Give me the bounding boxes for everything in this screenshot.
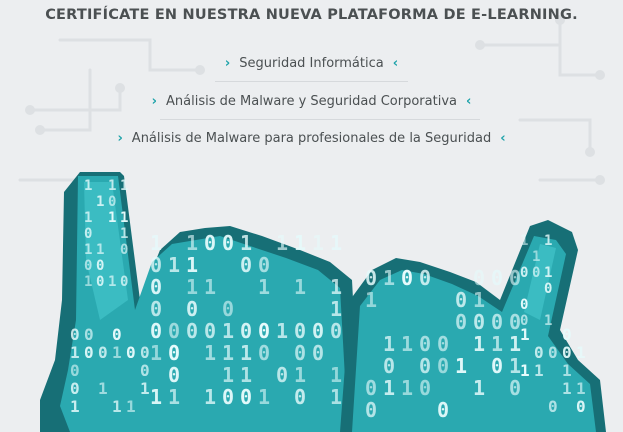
binary-digit: 0 bbox=[70, 361, 80, 380]
course-label[interactable]: Análisis de Malware y Seguridad Corporativa bbox=[166, 94, 457, 109]
binary-digit: 1 bbox=[150, 231, 163, 255]
binary-digit: 1 bbox=[108, 178, 117, 194]
binary-digit: 1 bbox=[204, 275, 217, 299]
binary-digit: 1 bbox=[532, 249, 541, 265]
binary-digit: 1 bbox=[258, 275, 271, 299]
binary-digit: 0 bbox=[70, 325, 80, 344]
binary-digit: 1 bbox=[491, 332, 504, 356]
binary-digit: 0 bbox=[150, 253, 163, 277]
chevron-right-icon: › bbox=[151, 94, 158, 109]
chevron-right-icon: › bbox=[224, 56, 231, 71]
binary-digit: 0 bbox=[491, 310, 504, 334]
binary-digit: 1 bbox=[120, 210, 129, 226]
binary-digit: 1 bbox=[330, 363, 343, 387]
binary-digit: 1 bbox=[70, 343, 80, 362]
binary-digit: 0 bbox=[240, 385, 253, 409]
binary-digit: 0 bbox=[532, 265, 541, 281]
binary-digit: 0 bbox=[509, 266, 522, 290]
binary-digit: 1 bbox=[98, 379, 108, 398]
binary-digit: 1 bbox=[204, 385, 217, 409]
binary-digit: 0 bbox=[294, 319, 307, 343]
binary-digit: 1 bbox=[330, 275, 343, 299]
binary-digit: 1 bbox=[330, 385, 343, 409]
binary-digit: 0 bbox=[84, 343, 94, 362]
binary-digit: 1 bbox=[186, 231, 199, 255]
binary-digit: 0 bbox=[491, 266, 504, 290]
binary-digit: 1 bbox=[140, 379, 150, 398]
binary-digit: 1 bbox=[455, 354, 468, 378]
binary-digit: 1 bbox=[258, 385, 271, 409]
binary-digit: 0 bbox=[84, 226, 93, 242]
binary-digit: 1 bbox=[365, 288, 378, 312]
binary-digit: 0 bbox=[520, 297, 529, 313]
binary-digit: 0 bbox=[437, 354, 450, 378]
binary-digit: 1 bbox=[544, 313, 553, 329]
binary-digit: 0 bbox=[222, 385, 235, 409]
course-label[interactable]: Análisis de Malware para profesionales de la Seguridad bbox=[131, 131, 492, 146]
binary-digit: 1 bbox=[120, 226, 129, 242]
binary-digit: 0 bbox=[258, 341, 271, 365]
chevron-left-icon: ‹ bbox=[500, 131, 506, 146]
page-headline: CERTIFÍCATE EN NUESTRA NUEVA PLATAFORMA DE E-LEARNING. bbox=[45, 7, 578, 23]
binary-digit: 0 bbox=[548, 397, 558, 416]
binary-digit: 1 bbox=[520, 361, 530, 380]
binary-digit: 1 bbox=[534, 361, 544, 380]
binary-digit: 0 bbox=[112, 325, 122, 344]
binary-digit: 0 bbox=[312, 341, 325, 365]
binary-digit: 1 bbox=[520, 233, 529, 249]
binary-digit: 0 bbox=[150, 319, 163, 343]
binary-digit: 0 bbox=[258, 253, 271, 277]
binary-digit: 0 bbox=[120, 242, 129, 258]
binary-digit: 0 bbox=[108, 194, 117, 210]
chevron-left-icon: ‹ bbox=[465, 94, 472, 109]
binary-digit: 1 bbox=[70, 397, 80, 416]
chevron-left-icon: ‹ bbox=[392, 56, 399, 71]
binary-digit: 0 bbox=[365, 376, 378, 400]
binary-digit: 1 bbox=[383, 376, 396, 400]
binary-digit: 0 bbox=[383, 354, 396, 378]
binary-digit: 1 bbox=[473, 288, 486, 312]
binary-digit: 0 bbox=[544, 281, 553, 297]
binary-digit: 1 bbox=[186, 275, 199, 299]
binary-digit: 0 bbox=[576, 397, 586, 416]
binary-digit: 0 bbox=[140, 361, 150, 380]
binary-digit: 1 bbox=[168, 385, 181, 409]
binary-digit: 1 bbox=[562, 361, 572, 380]
binary-digit: 1 bbox=[108, 274, 117, 290]
binary-digit: 1 bbox=[383, 332, 396, 356]
binary-digit: 0 bbox=[96, 258, 105, 274]
binary-digit: 1 bbox=[294, 275, 307, 299]
binary-digit: 1 bbox=[96, 194, 105, 210]
binary-digit: 0 bbox=[473, 310, 486, 334]
binary-digit: 1 bbox=[186, 253, 199, 277]
binary-digit: 1 bbox=[222, 319, 235, 343]
binary-digit: 1 bbox=[84, 274, 93, 290]
binary-digit: 1 bbox=[96, 242, 105, 258]
binary-digit: 1 bbox=[120, 178, 129, 194]
binary-digit: 0 bbox=[437, 332, 450, 356]
binary-digit: 0 bbox=[186, 297, 199, 321]
binary-digit: 0 bbox=[168, 363, 181, 387]
binary-digit: 1 bbox=[520, 325, 530, 344]
binary-digit: 1 bbox=[576, 379, 586, 398]
binary-digit: 0 bbox=[126, 343, 136, 362]
binary-digit: 0 bbox=[534, 343, 544, 362]
binary-digit: 1 bbox=[330, 297, 343, 321]
binary-digit: 0 bbox=[509, 310, 522, 334]
binary-digit: 1 bbox=[84, 178, 93, 194]
binary-digit: 0 bbox=[222, 297, 235, 321]
binary-digit: 1 bbox=[240, 363, 253, 387]
binary-digit: 1 bbox=[473, 376, 486, 400]
binary-digit: 1 bbox=[240, 341, 253, 365]
binary-digit: 1 bbox=[112, 343, 122, 362]
binary-digit: 0 bbox=[437, 398, 450, 422]
binary-digit: 0 bbox=[186, 319, 199, 343]
binary-digit: 1 bbox=[240, 231, 253, 255]
binary-digit: 1 bbox=[84, 242, 93, 258]
binary-digit: 1 bbox=[108, 210, 117, 226]
binary-digit: 1 bbox=[473, 332, 486, 356]
binary-digit: 1 bbox=[222, 363, 235, 387]
binary-digit: 0 bbox=[222, 231, 235, 255]
binary-digit: 0 bbox=[168, 319, 181, 343]
binary-digit: 1 bbox=[312, 231, 325, 255]
binary-digit: 1 bbox=[204, 341, 217, 365]
binary-digit: 0 bbox=[84, 325, 94, 344]
binary-digit: 0 bbox=[365, 398, 378, 422]
binary-digit: 0 bbox=[401, 266, 414, 290]
binary-digit: 1 bbox=[544, 265, 553, 281]
binary-digit: 0 bbox=[509, 376, 522, 400]
binary-digit: 0 bbox=[419, 266, 432, 290]
binary-digit: 0 bbox=[70, 379, 80, 398]
binary-digit: 1 bbox=[401, 332, 414, 356]
binary-digit: 0 bbox=[150, 275, 163, 299]
binary-digit: 0 bbox=[473, 266, 486, 290]
binary-digit: 0 bbox=[520, 313, 529, 329]
binary-digit: 1 bbox=[330, 231, 343, 255]
binary-digit: 1 bbox=[401, 376, 414, 400]
binary-digit: 1 bbox=[276, 231, 289, 255]
binary-digit: 0 bbox=[96, 274, 105, 290]
binary-digit: 0 bbox=[455, 288, 468, 312]
binary-digit: 0 bbox=[204, 231, 217, 255]
binary-digit: 1 bbox=[509, 332, 522, 356]
course-label[interactable]: Seguridad Informática bbox=[239, 56, 384, 71]
binary-digit: 1 bbox=[150, 341, 163, 365]
binary-digit: 0 bbox=[168, 341, 181, 365]
binary-digit: 0 bbox=[455, 310, 468, 334]
binary-digit: 1 bbox=[112, 397, 122, 416]
binary-digit: 1 bbox=[544, 233, 553, 249]
binary-digit: 0 bbox=[312, 319, 325, 343]
binary-digit: 0 bbox=[294, 341, 307, 365]
binary-digit: 1 bbox=[84, 210, 93, 226]
binary-digit: 1 bbox=[222, 341, 235, 365]
binary-digit: 1 bbox=[294, 363, 307, 387]
binary-digit: 1 bbox=[576, 343, 586, 362]
binary-digit: 0 bbox=[330, 319, 343, 343]
binary-digit: 0 bbox=[548, 343, 558, 362]
binary-digit: 0 bbox=[562, 343, 572, 362]
binary-digit: 0 bbox=[562, 325, 572, 344]
chevron-right-icon: › bbox=[117, 131, 123, 146]
binary-digit: 1 bbox=[562, 379, 572, 398]
binary-digit: 0 bbox=[240, 319, 253, 343]
binary-digit: 1 bbox=[126, 397, 136, 416]
binary-digit: 0 bbox=[294, 385, 307, 409]
binary-digit: 0 bbox=[276, 363, 289, 387]
binary-digit: 0 bbox=[419, 376, 432, 400]
binary-digit: 0 bbox=[419, 354, 432, 378]
binary-digit: 0 bbox=[98, 343, 108, 362]
binary-digit: 0 bbox=[258, 319, 271, 343]
binary-digit: 0 bbox=[204, 319, 217, 343]
binary-digit: 0 bbox=[491, 354, 504, 378]
binary-digit: 1 bbox=[150, 385, 163, 409]
binary-digit: 0 bbox=[84, 258, 93, 274]
binary-digit: 0 bbox=[240, 253, 253, 277]
binary-digit: 0 bbox=[150, 297, 163, 321]
binary-digit: 0 bbox=[520, 265, 529, 281]
binary-digit: 0 bbox=[365, 266, 378, 290]
binary-digit: 1 bbox=[383, 266, 396, 290]
binary-digit: 1 bbox=[509, 354, 522, 378]
binary-digit: 1 bbox=[276, 319, 289, 343]
binary-digit: 0 bbox=[140, 343, 150, 362]
binary-digit: 1 bbox=[294, 231, 307, 255]
binary-digit: 1 bbox=[168, 253, 181, 277]
binary-digit: 0 bbox=[120, 274, 129, 290]
binary-digit: 0 bbox=[419, 332, 432, 356]
